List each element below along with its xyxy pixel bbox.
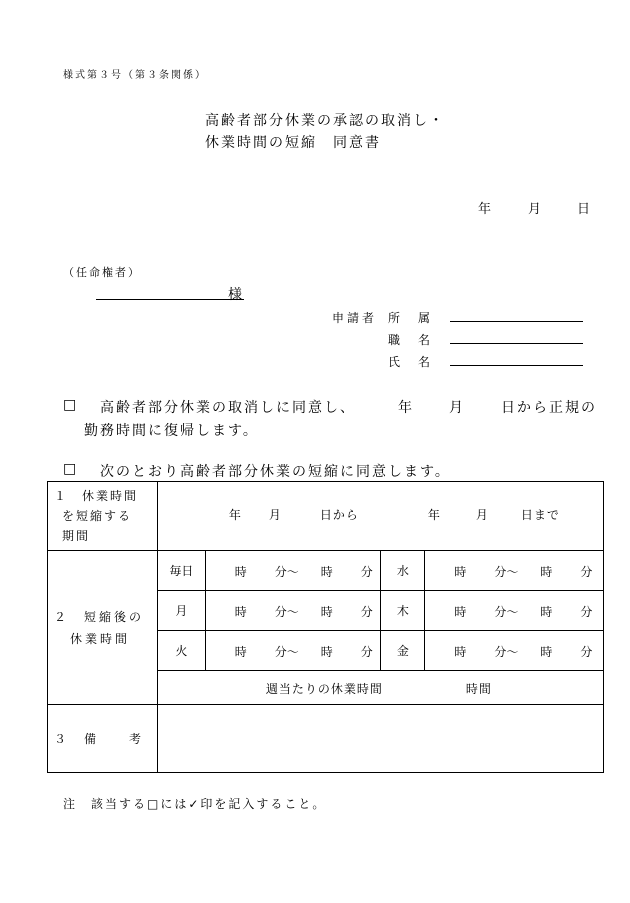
day-cell-monday: 月 — [157, 591, 205, 631]
hour-label: 時 — [540, 564, 553, 579]
affiliation-label: 所 属 — [388, 311, 434, 325]
remarks-field[interactable] — [157, 705, 603, 773]
minute-from-label: 分～ — [274, 604, 299, 619]
shorten-option-checkbox[interactable]: □ — [63, 461, 79, 477]
minute-from-label: 分～ — [494, 644, 519, 659]
document-title-line-2: 休業時間の短縮 同意書 — [205, 135, 381, 151]
check-mark-icon: ✓ — [188, 797, 201, 811]
remarks-label: ３ 備 考 — [48, 705, 158, 773]
hour-label: 時 — [234, 604, 247, 619]
time-cell-wednesday[interactable] — [425, 551, 604, 591]
footnote-prefix: 注 該当する□には — [63, 797, 189, 811]
shortened-time-label-cell — [48, 551, 158, 705]
day-cell-friday: 金 — [381, 631, 425, 671]
cancel-return-year-label: 年 — [398, 400, 414, 416]
addressee-name-line[interactable] — [96, 299, 244, 300]
appointing-authority-label: （任命権者） — [63, 266, 141, 279]
period-from-day: 日から — [319, 508, 359, 522]
hour-label: 時 — [454, 604, 467, 619]
period-value-cell[interactable] — [157, 482, 603, 551]
minute-from-label: 分～ — [274, 564, 299, 579]
weekly-hours-label: 週当たりの休業時間 — [265, 681, 383, 696]
day-cell-thursday: 木 — [381, 591, 425, 631]
shorten-option-text: 次のとおり高齢者部分休業の短縮に同意します。 — [100, 464, 451, 480]
time-cell-thursday[interactable] — [425, 591, 604, 631]
time-cell-tuesday[interactable] — [205, 631, 381, 671]
minute-label: 分 — [360, 644, 373, 659]
date-month-label: 月 — [528, 202, 542, 217]
time-cell-monday[interactable] — [205, 591, 381, 631]
cancel-return-day-text: 日から正規の — [501, 400, 597, 416]
weekly-hours-cell[interactable] — [157, 671, 603, 705]
period-to-month: 月 — [475, 508, 488, 522]
hour-label: 時 — [454, 564, 467, 579]
period-from-month: 月 — [268, 508, 281, 522]
date-year-label: 年 — [478, 202, 492, 217]
affiliation-field[interactable] — [450, 321, 583, 322]
period-label-cell — [48, 482, 158, 551]
day-cell-tuesday: 火 — [157, 631, 205, 671]
document-title-line-1: 高齢者部分休業の承認の取消し・ — [205, 113, 445, 129]
minute-label: 分 — [360, 604, 373, 619]
minute-from-label: 分～ — [494, 564, 519, 579]
applicant-label: 申請者 — [332, 311, 378, 325]
minute-label: 分 — [580, 644, 593, 659]
cancel-return-month-label: 月 — [449, 400, 465, 416]
footnote-suffix: 印を記入すること。 — [200, 797, 327, 811]
cancel-option-text-line-2: 勤務時間に復帰します。 — [84, 423, 259, 439]
time-cell-daily[interactable] — [205, 551, 381, 591]
cancel-option-checkbox[interactable]: □ — [63, 397, 79, 413]
shortened-time-label-line-1: ２ 短縮後の — [54, 609, 145, 624]
hour-label: 時 — [234, 644, 247, 659]
date-day-label: 日 — [577, 202, 591, 217]
minute-from-label: 分～ — [494, 604, 519, 619]
shortened-time-label-line-2: 休業時間 — [70, 631, 131, 646]
hour-label: 時 — [320, 604, 333, 619]
name-label: 氏 名 — [388, 355, 434, 369]
period-from-year: 年 — [228, 508, 241, 522]
addressee-honorific: 様 — [228, 287, 242, 303]
footnote — [63, 795, 326, 812]
time-cell-friday[interactable] — [425, 631, 604, 671]
hour-label: 時 — [454, 644, 467, 659]
name-field[interactable] — [450, 365, 583, 366]
period-label-line-1: １ 休業時間 — [54, 489, 139, 503]
day-cell-daily: 毎日 — [157, 551, 205, 591]
hour-label: 時 — [320, 564, 333, 579]
hour-label: 時 — [540, 644, 553, 659]
period-to-year: 年 — [427, 508, 440, 522]
job-title-label: 職 名 — [388, 333, 434, 347]
period-label-line-3: 期間 — [62, 529, 91, 543]
day-cell-wednesday: 水 — [381, 551, 425, 591]
hour-label: 時 — [540, 604, 553, 619]
minute-label: 分 — [580, 604, 593, 619]
hour-label: 時 — [234, 564, 247, 579]
minute-from-label: 分～ — [274, 644, 299, 659]
weekly-hours-unit: 時間 — [465, 681, 492, 696]
period-to-day: 日まで — [520, 508, 560, 522]
hour-label: 時 — [320, 644, 333, 659]
cancel-option-text: 高齢者部分休業の取消しに同意し、 — [100, 400, 356, 416]
leave-time-table — [47, 481, 604, 773]
job-title-field[interactable] — [450, 343, 583, 344]
period-label-line-2: を短縮する — [62, 509, 133, 523]
form-number: 様式第３号（第３条関係） — [63, 70, 207, 81]
minute-label: 分 — [360, 564, 373, 579]
minute-label: 分 — [580, 564, 593, 579]
